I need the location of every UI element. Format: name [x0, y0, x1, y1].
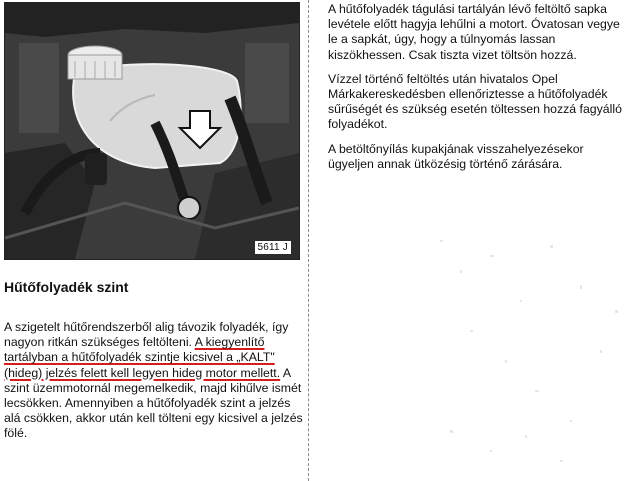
coolant-level-paragraph: [4, 320, 304, 442]
paragraph-intro: A szigetelt hűtőrendszerből alig távozik folyadék, így nagyon ritkán szükséges feltölteni.: [4, 320, 289, 350]
right-paragraph-1: A hűtőfolyadék tágulási tartályán lévő feltöltő sapka levétele előtt hagyja lehűlni a motort. Óvatosan vegye le a sapkát, úgy, hogy a túlnyomás lassan kiszökhessen. Csak tiszta vizet töltsön hozzá.: [328, 2, 620, 62]
scan-artifacts: [430, 230, 629, 481]
left-column: [0, 0, 308, 481]
figure-code: 5611 J: [255, 241, 291, 254]
highlighted-instruction: A kiegyenlítő tartályban a hűtőfolyadék szintje kicsivel a „KALT" (hideg) jelzés felett kell legyen hideg motor mellett.: [4, 335, 281, 380]
right-column: [328, 0, 622, 181]
coolant-reservoir-illustration: [5, 3, 299, 259]
column-divider: [308, 0, 309, 481]
paragraph-continuation: A szint üzemmotornál megemelkedik, majd kihűlve ismét lecsökken. Amennyiben a hűtőfolyadék szint a jelzés alá csökken, akkor után kell tölteni egy kicsivel a jelzés fölé.: [4, 365, 303, 441]
section-heading: Hűtőfolyadék szint: [4, 279, 129, 295]
right-paragraph-2: Vízzel történő feltöltés után hivatalos Opel Márkakereskedésben ellenőriztesse a hűtőfolyadék sűrűségét és szükség esetén töltessen hozzá fagyálló folyadékot.: [328, 71, 622, 132]
right-paragraph-3: A betöltőnyílás kupakjának visszahelyezésekor ügyeljen annak ütközésig történő zárására.: [328, 141, 584, 171]
engine-bay-photo: [4, 2, 300, 260]
